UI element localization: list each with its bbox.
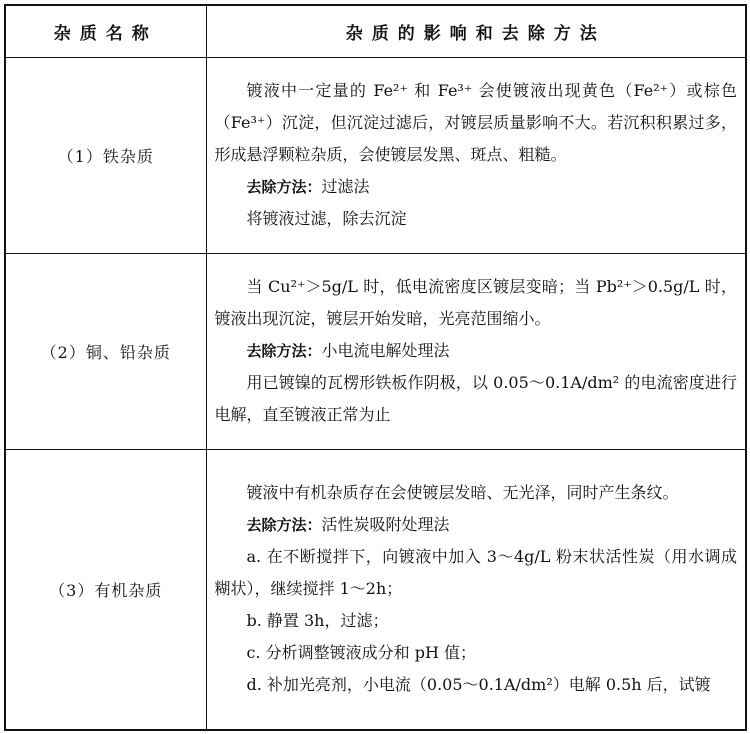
impurity-table (4, 4, 747, 731)
removal-step-d: d. 补加光亮剂，小电流（0.05～0.1A/dm²）电解 0.5h 后，试镀 (246, 675, 711, 695)
removal-step: 用已镀镍的瓦楞形铁板作阴极，以 0.05～0.1A/dm² 的电流密度进行电解，直至镀液正常为止 (214, 373, 737, 424)
header-effect-and-removal: 杂质的影响和去除方法 (206, 5, 746, 57)
document-page (4, 4, 745, 729)
effect-text: 当 Cu²⁺＞5g/L 时，低电流密度区镀层变暗；当 Pb²⁺＞0.5g/L 时，镀液出现沉淀，镀层开始发暗，光亮范围缩小。 (214, 277, 737, 328)
removal-method-label: 去除方法： (246, 516, 322, 535)
table-row (5, 449, 746, 730)
removal-method-label: 去除方法： (246, 342, 322, 360)
impurity-name-organic: （3）有机杂质 (5, 449, 206, 730)
removal-method (215, 335, 738, 367)
removal-method-name: 过滤法 (321, 177, 370, 196)
removal-step-c: c. 分析调整镀液成分和 pH 值； (246, 643, 477, 663)
removal-step-b: b. 静置 3h，过滤； (246, 611, 389, 631)
table-header-row (5, 5, 746, 57)
effect-text: 镀液中一定量的 Fe²⁺ 和 Fe³⁺ 会使镀液出现黄色（Fe²⁺）或棕色（Fe³⁺）沉淀，但沉淀过滤后，对镀层质量影响不大。若沉积积累过多，形成悬浮颗粒杂质，会使镀层发黑、斑点、粗糙。 (214, 81, 737, 164)
removal-method (215, 171, 738, 203)
effect-text: 镀液中有机杂质存在会使镀层发暗、无光泽，同时产生条纹。 (246, 483, 679, 503)
description-copper-lead (206, 253, 746, 449)
description-iron (206, 57, 746, 253)
removal-step-a: a. 在不断搅拌下，向镀液中加入 3～4g/L 粉末状活性炭（用水调成糊状），继续搅拌 1～2h； (214, 547, 737, 599)
header-impurity-name: 杂质名称 (5, 5, 206, 57)
removal-method-name: 小电流电解处理法 (321, 341, 450, 360)
removal-method-name: 活性炭吸附处理法 (321, 515, 450, 535)
description-organic (206, 449, 746, 730)
impurity-name-copper-lead: （2）铜、铅杂质 (5, 253, 206, 449)
table-row (5, 253, 746, 449)
removal-step: 将镀液过滤，除去沉淀 (246, 209, 407, 228)
removal-method (215, 509, 738, 541)
impurity-name-iron: （1）铁杂质 (5, 57, 206, 253)
removal-method-label: 去除方法： (246, 178, 322, 196)
table-row (5, 57, 746, 253)
